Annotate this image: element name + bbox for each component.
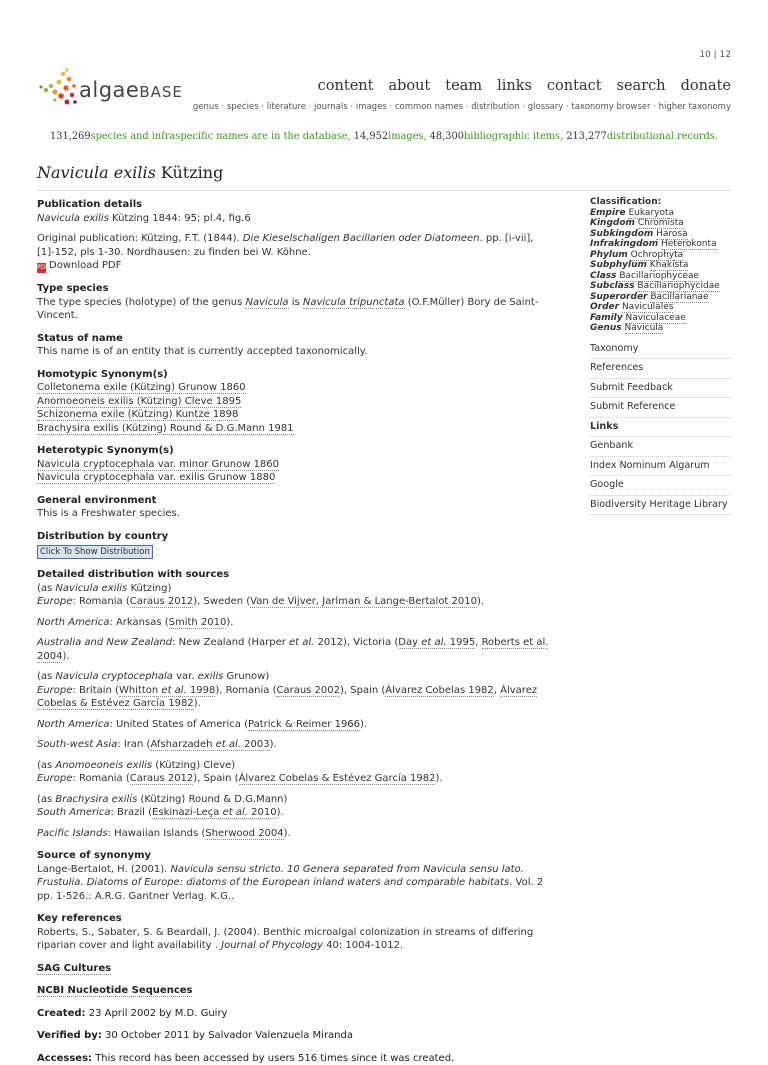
nav-search[interactable]: search — [617, 78, 666, 94]
reference-link[interactable]: Afsharzadeh et al. 2003 — [150, 739, 269, 751]
classification-row: Superorder Bacillarianae — [590, 292, 731, 303]
distribution-record: South-west Asia: Iran (Afsharzadeh et al. 2003). — [37, 738, 557, 752]
sidebar-menu — [590, 340, 731, 516]
reference-link[interactable]: Álvarez Cobelas & Estévez García 1982 — [37, 685, 537, 711]
reference-link[interactable]: Álvarez Cobelas 1982 — [385, 685, 493, 697]
reference-link[interactable]: Caraus 2012 — [130, 773, 194, 785]
database-stats: 131,269species and infraspecific names are in the database, 14,952images, 48,300bibliographic items, 213,277distributional records. — [0, 131, 768, 142]
classification-heading: Classification: — [590, 197, 731, 208]
reference-link[interactable]: Smith 2010 — [169, 617, 227, 629]
created-info: Created: 23 April 2002 by M.D. Guiry — [37, 1007, 557, 1021]
distribution-as: (as Anomoeoneis exilis (Kützing) Cleve) — [37, 759, 557, 773]
detailed-distribution-heading: Detailed distribution with sources — [37, 568, 557, 582]
synonymy-heading: Source of synonymy — [37, 849, 557, 863]
reference-link[interactable]: Day et al. 1995 — [398, 637, 475, 649]
nav-about[interactable]: about — [388, 78, 430, 94]
sidebar-item-taxonomy[interactable]: Taxonomy — [590, 340, 731, 360]
distribution-as: (as Navicula cryptocephala var. exilis Grunow) — [37, 670, 557, 684]
classification-row: Family Naviculaceae — [590, 313, 731, 324]
heterotypic-heading: Heterotypic Synonym(s) — [37, 444, 557, 458]
nav-donate[interactable]: donate — [681, 78, 731, 94]
classification-row: Subclass Bacillariophycidae — [590, 281, 731, 292]
distribution-record: Europe: Romania (Caraus 2012), Sweden (Van de Vijver, Jarlman & Lange-Bertalot 2010). — [37, 595, 557, 609]
homotypic-synonym[interactable]: Schizonema exile (Kützing) Kuntze 1898 — [37, 408, 557, 422]
distribution-as: (as Navicula exilis Kützing) — [37, 582, 557, 596]
publication-heading: Publication details — [37, 198, 557, 212]
sidebar-link-index-nominum[interactable]: Index Nominum Algarum — [590, 457, 731, 477]
sub-nav[interactable]: genus · species · literature · journals · images · common names · distribution · glossary · taxonomy browser · higher taxonomy — [193, 102, 731, 112]
verified-info: Verified by: 30 October 2011 by Salvador Valenzuela Miranda — [37, 1029, 557, 1043]
homotypic-heading: Homotypic Synonym(s) — [37, 368, 557, 382]
classification-row: Subkingdom Harosa — [590, 229, 731, 240]
homotypic-synonym[interactable]: Colletonema exile (Kützing) Grunow 1860 — [37, 381, 557, 395]
reference-link[interactable]: Caraus 2002 — [276, 685, 340, 697]
reference-link[interactable]: Van de Vijver, Jarlman & Lange-Bertalot 2010 — [250, 596, 477, 608]
environment-heading: General environment — [37, 494, 557, 508]
original-publication: Original publication: Kützing, F.T. (1844). Die Kieselschaligen Bacillarien oder Diatomeen. pp. [i-vii], [1]-152, pls 1-30. Nordhausen: zu finden bei W. Köhne. — [37, 232, 557, 259]
ncbi-sequences-link[interactable]: NCBI Nucleotide Sequences — [37, 984, 557, 998]
key-reference: Roberts, S., Sabater, S. & Beardall, J. (2004). Benthic microalgal colonization in streams of differing riparian cover and light availability . Journal of Phycology 40: 1004-1012. — [37, 926, 557, 953]
homotypic-synonym[interactable]: Brachysira exilis (Kützing) Round & D.G.Mann 1981 — [37, 422, 557, 436]
accesses-info: Accesses: This record has been accessed by users 516 times since it was created. — [37, 1052, 557, 1065]
reference-link[interactable]: Patrick & Reimer 1966 — [248, 719, 360, 731]
distribution-heading: Distribution by country — [37, 530, 557, 544]
homotypic-synonym[interactable]: Anomoeoneis exilis (Kützing) Cleve 1895 — [37, 395, 557, 409]
distribution-record: North America: Arkansas (Smith 2010). — [37, 616, 557, 630]
nav-team[interactable]: team — [445, 78, 482, 94]
sidebar-links-heading: Links — [590, 418, 731, 438]
distribution-as: (as Brachysira exilis (Kützing) Round & D.G.Mann) — [37, 793, 557, 807]
main-nav — [318, 78, 731, 94]
sidebar-link-google[interactable]: Google — [590, 476, 731, 496]
pdf-icon: PDF — [37, 263, 46, 273]
classification-row: Empire Eukaryota — [590, 208, 731, 219]
nav-links[interactable]: links — [497, 78, 532, 94]
environment-text: This is a Freshwater species. — [37, 507, 557, 521]
classification-row: Class Bacillariophyceae — [590, 271, 731, 282]
classification-row: Kingdom Chromista — [590, 218, 731, 229]
status-heading: Status of name — [37, 332, 557, 346]
distribution-record: South America: Brazil (Eskinazi-Leça et al. 2010). — [37, 806, 557, 820]
distribution-record: North America: United States of America (Patrick & Reimer 1966). — [37, 718, 557, 732]
classification-row: Phylum Ochrophyta — [590, 250, 731, 261]
distribution-record: Australia and New Zealand: New Zealand (Harper et al. 2012), Victoria (Day et al. 1995, Roberts et al. 2004). — [37, 636, 557, 663]
publication-details: Navicula exilis Kützing 1844: 95; pl.4, fig.6 — [37, 212, 557, 226]
key-references-heading: Key references — [37, 912, 557, 926]
heterotypic-synonym[interactable]: Navicula cryptocephala var. exilis Grunow 1880 — [37, 471, 557, 485]
classification-row: Infrakingdom Heterokonta — [590, 239, 731, 250]
distribution-record: Europe: Romania (Caraus 2012), Spain (Álvarez Cobelas & Estévez García 1982). — [37, 772, 557, 786]
page-number: 10 | 12 — [699, 50, 731, 60]
algaebase-logo[interactable] — [37, 66, 197, 106]
type-species-text: The type species (holotype) of the genus Navicula is Navicula tripunctata (O.F.Müller) Bory de Saint-Vincent. — [37, 296, 557, 323]
reference-link[interactable]: Whitton et al. 1998 — [119, 685, 215, 697]
type-species-heading: Type species — [37, 282, 557, 296]
logo-dots-icon — [37, 66, 81, 106]
sidebar-link-bhl[interactable]: Biodiversity Heritage Library — [590, 496, 731, 516]
species-details — [37, 198, 557, 1065]
status-text: This name is of an entity that is currently accepted taxonomically. — [37, 345, 557, 359]
sidebar-item-submit-reference[interactable]: Submit Reference — [590, 398, 731, 418]
sidebar-item-references[interactable]: References — [590, 359, 731, 379]
reference-link[interactable]: Caraus 2012 — [130, 596, 194, 608]
sidebar-item-submit-feedback[interactable]: Submit Feedback — [590, 379, 731, 399]
sag-cultures-link[interactable]: SAG Cultures — [37, 962, 557, 976]
nav-content[interactable]: content — [318, 78, 374, 94]
distribution-record: Europe: Britain (Whitton et al. 1998), Romania (Caraus 2002), Spain (Álvarez Cobelas 1982, Álvarez Cobelas & Estévez García 1982). — [37, 684, 557, 711]
distribution-record: Pacific Islands: Hawaiian Islands (Sherwood 2004). — [37, 827, 557, 841]
heterotypic-synonym[interactable]: Navicula cryptocephala var. minor Grunow 1860 — [37, 458, 557, 472]
title-divider — [37, 190, 731, 191]
classification-box — [590, 197, 731, 334]
page-title: Navicula exilis Kützing — [37, 163, 223, 182]
sidebar — [590, 197, 731, 515]
classification-row: Subphylum Khakista — [590, 260, 731, 271]
classification-row: Genus Navicula — [590, 323, 731, 334]
synonymy-source: Lange-Bertalot, H. (2001). Navicula sensu stricto. 10 Genera separated from Navicula sensu lato. Frustulia. Diatoms of Europe: diatoms of the European inland waters and comparable habitats. Vol. 2 pp. 1-526.: A.R.G. Gantner Verlag. K.G.. — [37, 863, 557, 904]
nav-contact[interactable]: contact — [547, 78, 602, 94]
classification-row: Order Naviculales — [590, 302, 731, 313]
reference-link[interactable]: Sherwood 2004 — [205, 828, 283, 840]
reference-link[interactable]: Álvarez Cobelas & Estévez García 1982 — [239, 773, 436, 785]
show-distribution-button[interactable]: Click To Show Distribution — [37, 545, 153, 559]
reference-link[interactable]: Eskinazi-Leça et al. 2010 — [152, 807, 277, 819]
logo-wordmark: algaeBASE — [79, 78, 183, 102]
download-pdf-link[interactable]: PDFDownload PDF — [37, 259, 557, 273]
sidebar-link-genbank[interactable]: Genbank — [590, 437, 731, 457]
reference-link[interactable]: Roberts et al. 2004 — [37, 637, 548, 663]
